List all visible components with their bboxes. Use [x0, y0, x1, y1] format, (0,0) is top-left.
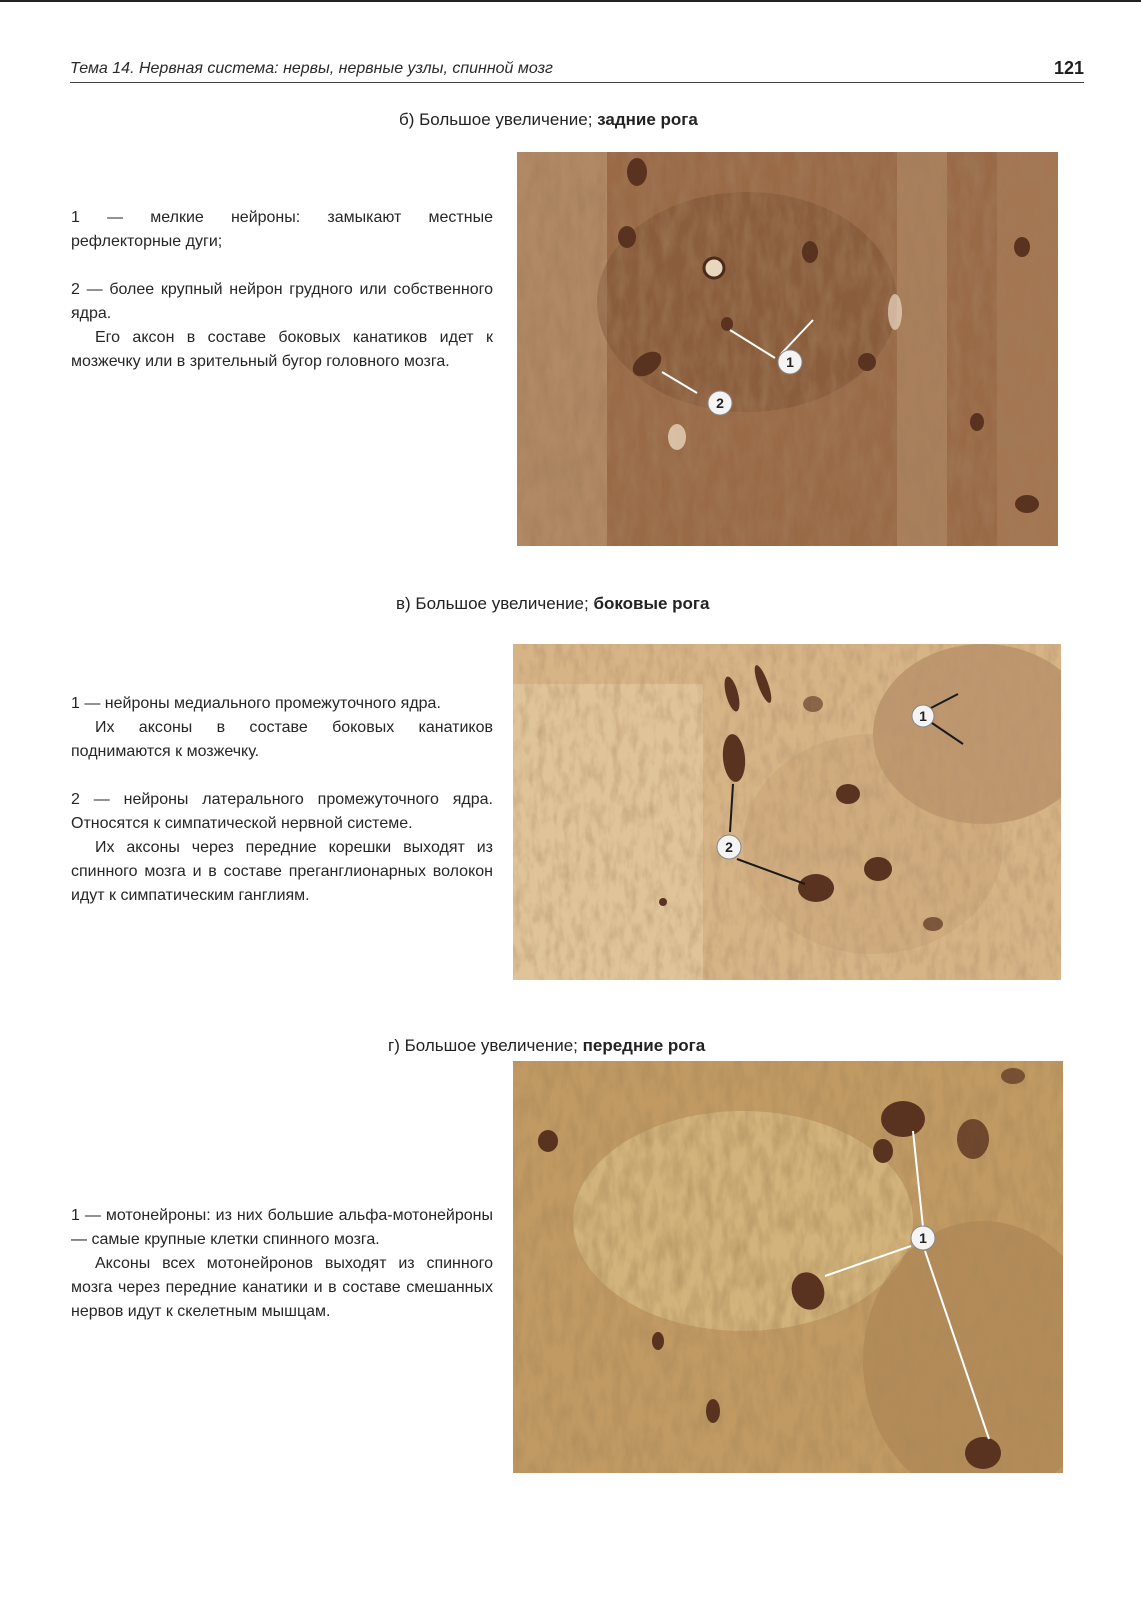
- caption-lateral-horns: в) Большое увеличение; боковые рога: [396, 594, 710, 613]
- paragraph: Аксоны всех мотонейронов выходят из спинного мозга через передние канатики и в составе смешанных нервов идут к скелетным мышцам.: [71, 1255, 493, 1320]
- label-2: 2: [725, 839, 733, 855]
- label-1: 1: [919, 708, 927, 724]
- paragraph: 1 — мотонейроны: из них большие альфа-мотонейроны — самые крупные клетки спинного мозга.: [71, 1207, 493, 1248]
- caption-anterior-horns: г) Большое увеличение; передние рога: [388, 1036, 706, 1055]
- paragraph: Его аксон в составе боковых канатиков идет к мозжечку или в зрительный бугор головного мозга.: [71, 329, 493, 370]
- caption-posterior-horns: б) Большое увеличение; задние рога: [399, 110, 698, 129]
- top-border: [0, 0, 1141, 2]
- page-number: 121: [1053, 58, 1084, 78]
- micrograph-posterior-horns: [517, 152, 1058, 546]
- running-header: [70, 56, 1084, 83]
- paragraph: 2 — более крупный нейрон грудного или собственного ядра.: [71, 281, 493, 322]
- paragraph: 1 — нейроны медиального промежуточного ядра.: [71, 695, 441, 712]
- label-1: 1: [919, 1230, 927, 1246]
- label-2: 2: [716, 395, 724, 411]
- text-anterior-horns: [71, 1204, 493, 1324]
- text-posterior-horns: [71, 206, 493, 374]
- paragraph: 1 — мелкие нейроны: замыкают местные рефлекторные дуги;: [71, 209, 493, 250]
- paragraph: 2 — нейроны латерального промежуточного ядра. Относятся к симпатической нервной системе.: [71, 791, 493, 832]
- paragraph: Их аксоны через передние корешки выходят из спинного мозга и в составе преганглионарных волокон идут к симпатическим ганглиям.: [71, 839, 493, 904]
- text-lateral-horns: [71, 692, 493, 908]
- micrograph-lateral-horns: [513, 644, 1061, 980]
- micrograph-anterior-horns: [513, 1061, 1063, 1473]
- running-title: Тема 14. Нервная система: нервы, нервные узлы, спинной мозг: [70, 60, 553, 77]
- paragraph: Их аксоны в составе боковых канатиков поднимаются к мозжечку.: [71, 719, 493, 760]
- label-1: 1: [786, 354, 794, 370]
